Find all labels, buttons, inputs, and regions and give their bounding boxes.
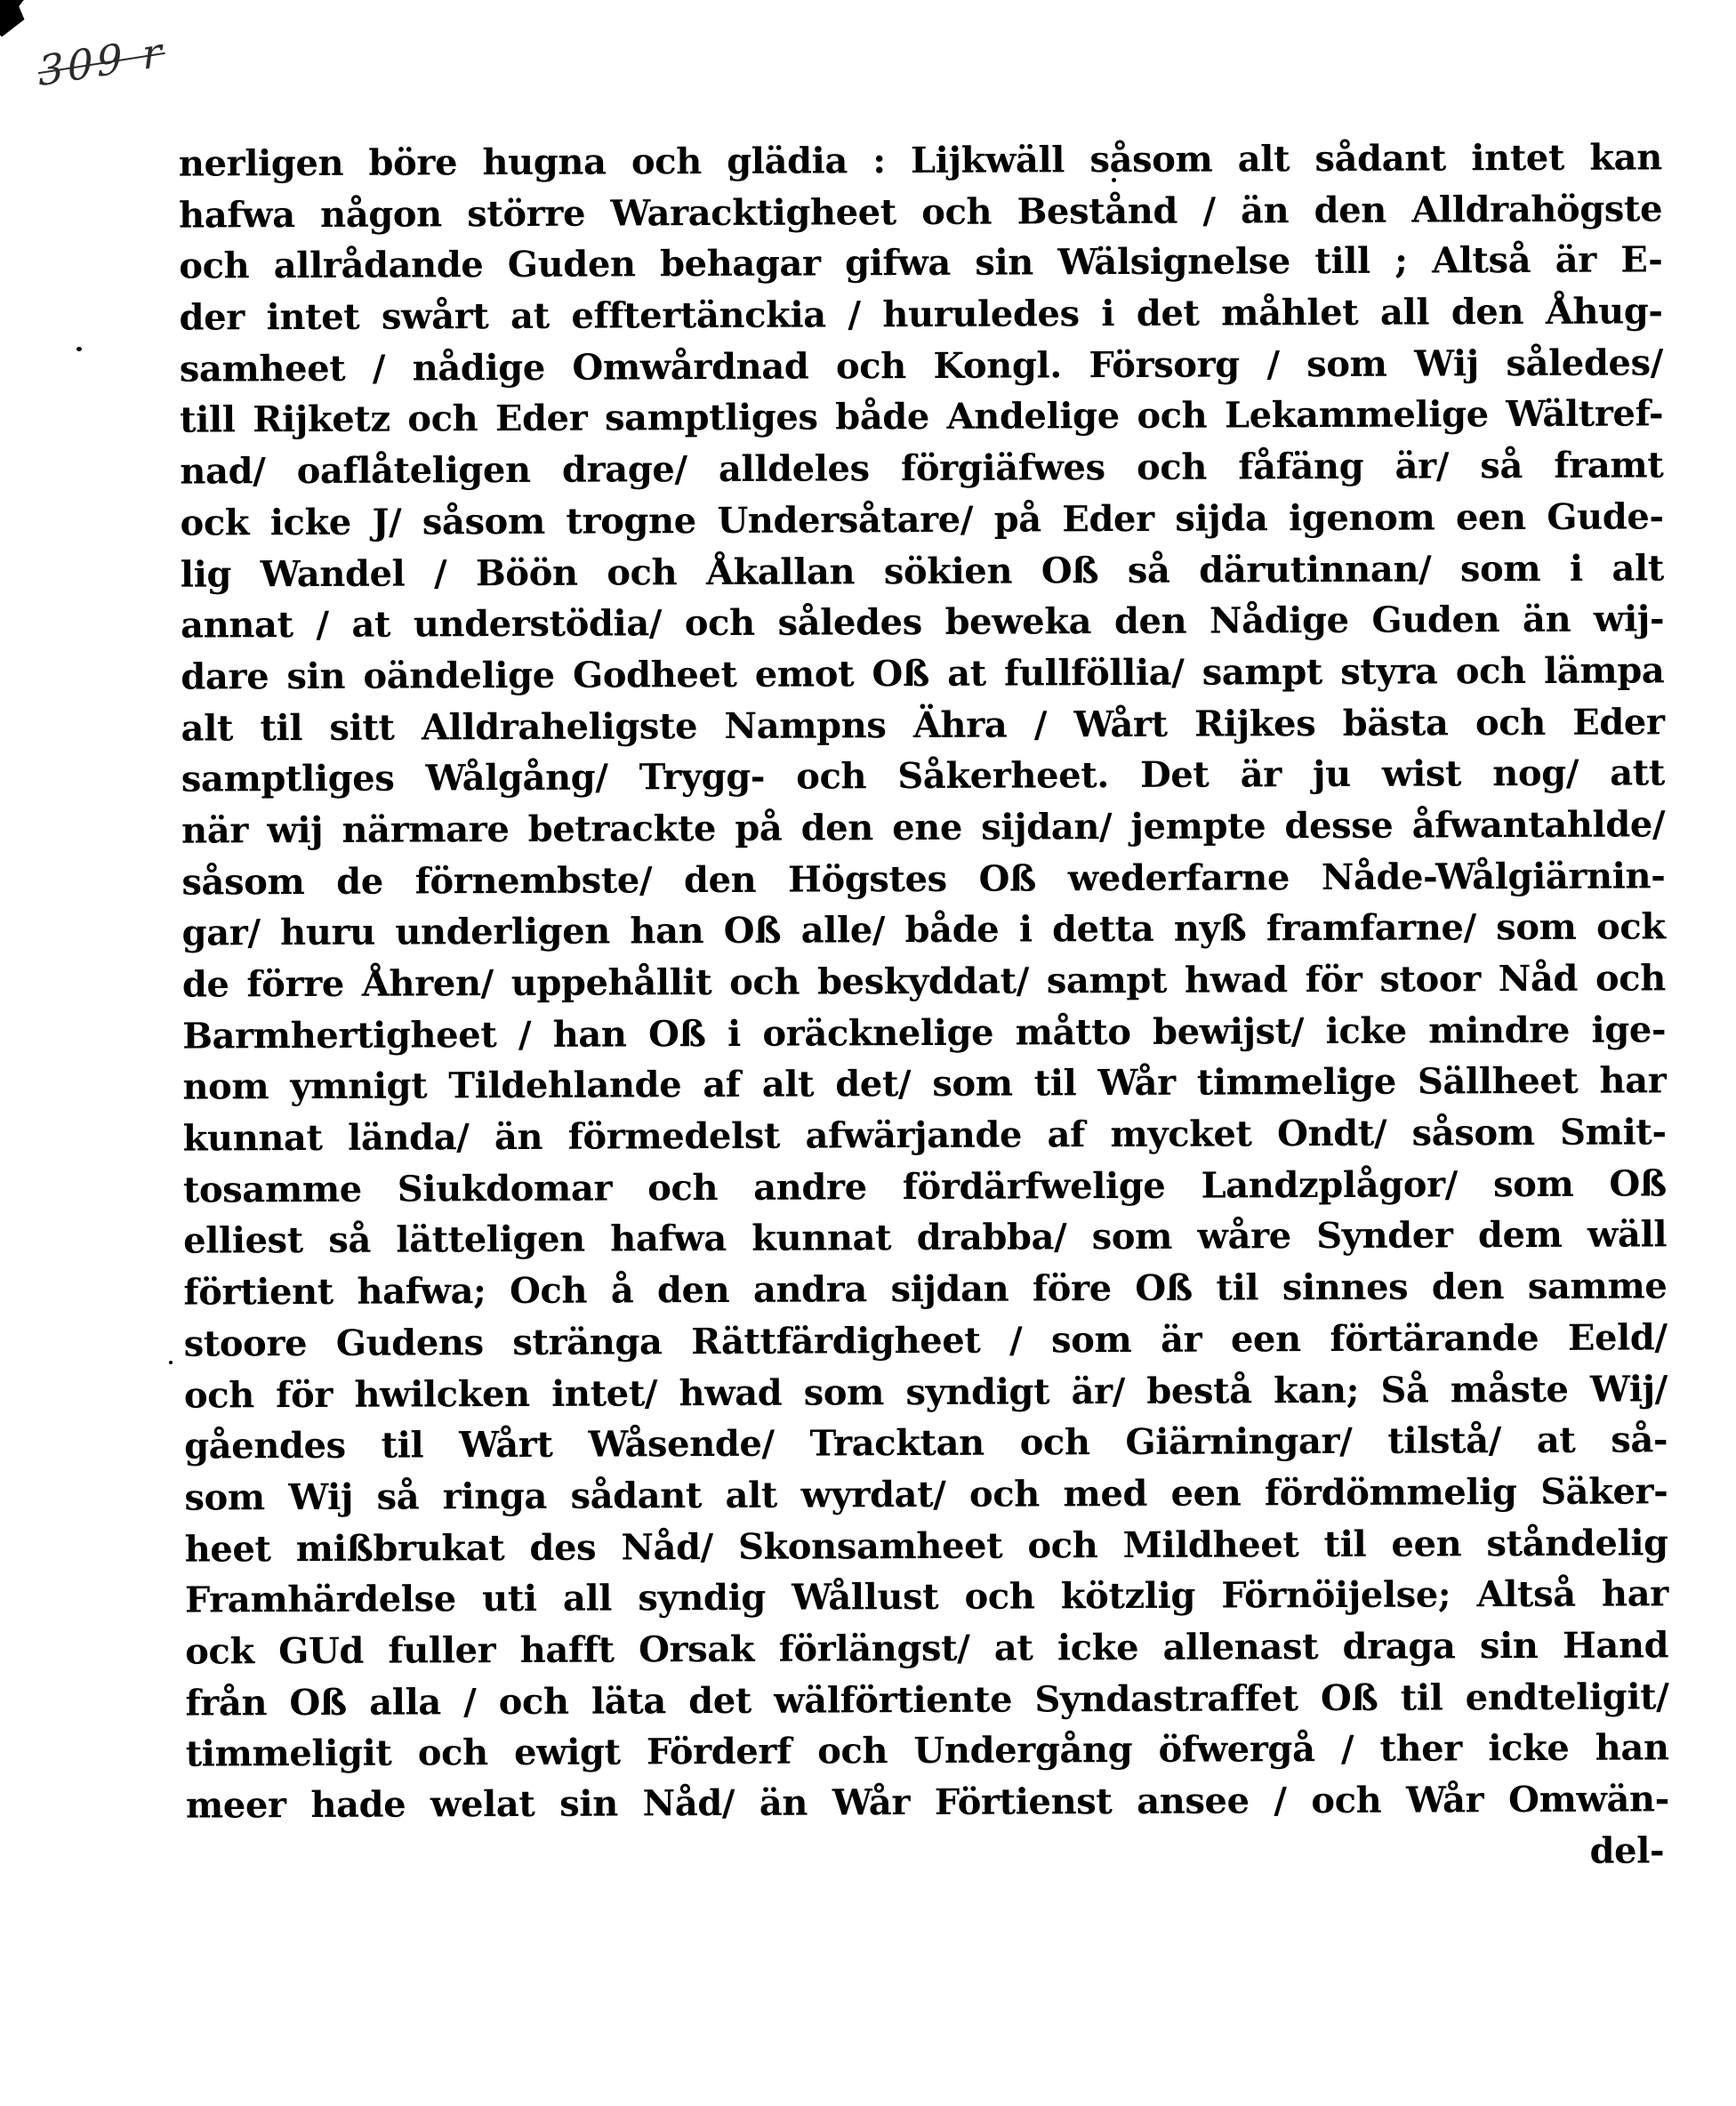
text-line: ock GUd fuller hafft Orsak förlängst/ at icke allenast draga sin Hand [185, 1624, 1669, 1673]
text-line: tosamme Siukdomar och andre fördärfwelige Landzplågor/ som Oß [182, 1162, 1667, 1211]
text-line: Barmhertigheet / han Oß i oräcknelige måtto bewijst/ icke mindre ige- [182, 1009, 1667, 1057]
text-line: de förre Åhren/ uppehållit och beskyddat/ sampt hwad för stoor Nåd och [181, 957, 1666, 1006]
text-line: som Wij så ringa sådant alt wyrdat/ och med een fördömmelig Säker- [184, 1470, 1668, 1519]
text-line: Framhärdelse uti all syndig Wållust och kötzlig Förnöijelse; Altså har [184, 1572, 1668, 1621]
text-line: och för hwilcken intet/ hwad som syndigt är/ bestå kan; Så måste Wij/ [183, 1367, 1668, 1417]
text-line: alt til sitt Alldraheligste Nampns Ähra / Wårt Rijkes bästa och Eder [181, 700, 1665, 750]
text-line: kunnat lända/ än förmedelst afwärjande af mycket Ondt/ såsom Smit- [182, 1111, 1667, 1160]
text-line: annat / at understödia/ och således beweka den Nådige Guden än wij- [181, 598, 1665, 647]
text-line: ock icke J/ såsom trogne Undersåtare/ på Eder sijda igenom een Gude- [180, 495, 1664, 544]
text-line: der intet swårt at efftertänckia / huruledes i det måhlet all den Åhug- [179, 290, 1663, 339]
text-line: dare sin oändelige Godheet emot Oß at fullföllia/ sampt styra och lämpa [181, 649, 1665, 698]
text-line: samptliges Wålgång/ Trygg- och Såkerheet. Det är ju wist nog/ att [181, 752, 1665, 800]
text-line: meer hade welat sin Nåd/ än Wår Förtienst ansee / och Wår Omwän- [185, 1778, 1669, 1827]
text-line: när wij närmare betrackte på den ene sijdan/ jempte desse åfwantahlde/ [181, 803, 1666, 852]
text-line: lig Wandel / Böön och Åkallan sökien Oß så därutinnan/ som i alt [180, 546, 1664, 596]
text-line: samheet / nådige Omwårdnad och Kongl. Försorg / som Wij således/ [179, 342, 1663, 390]
text-line: nom ymnigt Tildehlande af alt det/ som til Wår timmelige Sällheet har [182, 1059, 1667, 1109]
ink-blot [0, 0, 33, 39]
body-text [179, 132, 1670, 1883]
text-line: heet mißbrukat des Nåd/ Skonsamheet och Mildheet til een ståndelig [184, 1521, 1668, 1571]
text-line: såsom de förnembste/ den Högstes Oß wederfarne Nåde-Wålgiärnin- [181, 854, 1666, 904]
scan-speck [169, 1361, 173, 1364]
text-line: elliest så lätteligen hafwa kunnat drabba/ som wåre Synder dem wäll [183, 1213, 1668, 1263]
text-line: hafwa någon större Waracktigheet och Bestånd / än den Alldrahögste [179, 188, 1663, 237]
handwritten-folio-number: 309 r [36, 27, 166, 96]
scan-speck [76, 347, 82, 351]
text-line: nad/ oaflåteligen drage/ alldeles förgiäfwes och fåfäng är/ så framt [180, 444, 1664, 493]
text-line: gåendes til Wårt Wåsende/ Tracktan och Giärningar/ tilstå/ at så- [184, 1419, 1668, 1467]
text-line: och allrådande Guden behagar gifwa sin Wälsignelse till ; Altså är E- [179, 238, 1663, 288]
text-line: nerligen böre hugna och glädia : Lijkwäll såsom alt sådant intet kan [178, 136, 1662, 185]
catchword: del- [1589, 1829, 1665, 1872]
text-line: förtient hafwa; Och å den andra sijdan före Oß til sinnes den samme [183, 1265, 1668, 1314]
text-line: timmeligit och ewigt Förderf och Undergång öfwergå / ther icke han [185, 1726, 1669, 1775]
text-line: stoore Gudens stränga Rättfärdigheet / som är een förtärande Eeld/ [183, 1316, 1668, 1365]
text-line: till Rijketz och Eder samptliges både Andelige och Lekammelige Wältref- [180, 392, 1664, 442]
text-line: från Oß alla / och läta det wälförtiente Syndastraffet Oß til endteligit/ [185, 1675, 1669, 1724]
text-line: gar/ huru underligen han Oß alle/ både i detta nyß framfarne/ som ock [181, 905, 1666, 954]
